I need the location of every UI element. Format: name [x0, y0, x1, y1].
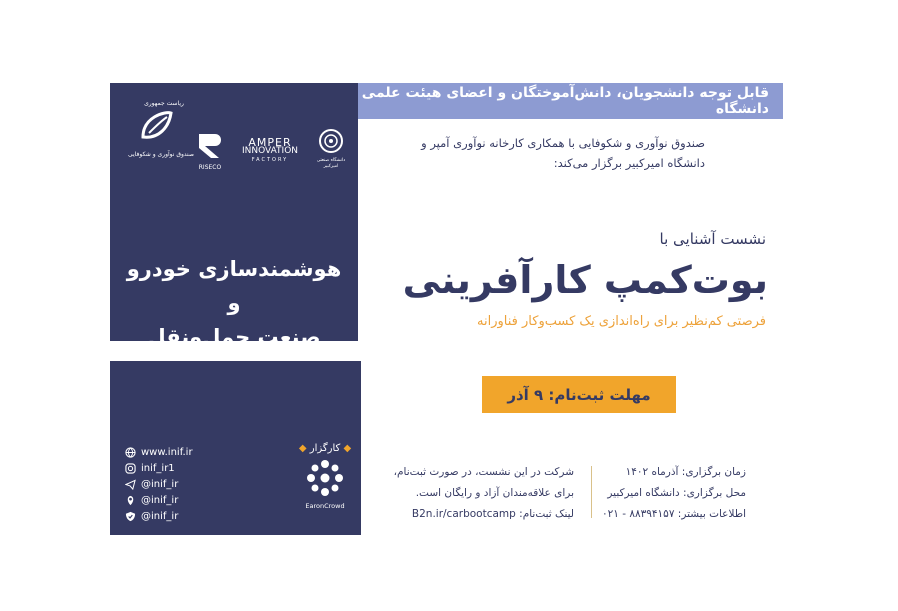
registration-link-row: [384, 504, 574, 525]
panel-heading-line1: هوشمندسازی خودرو و: [126, 257, 342, 315]
globe-icon: [125, 447, 136, 458]
shield-icon: [125, 511, 136, 522]
logo-row: [128, 100, 350, 180]
diamond-icon: ◆: [343, 443, 352, 454]
event-time: زمان برگزاری: آذرماه ۱۴۰۲: [625, 466, 746, 478]
leaf-icon: [135, 107, 179, 147]
panel-heading-line2: صنعت حمل‌ونقل: [147, 325, 321, 349]
amper-factory: FACTORY: [251, 157, 289, 163]
contact-location[interactable]: [125, 495, 178, 506]
panel-heading: [118, 252, 350, 354]
contact-instagram[interactable]: [125, 463, 175, 474]
registration-label: لینک ثبت‌نام:: [519, 508, 574, 520]
inif-logo-top: ریاست جمهوری: [144, 100, 184, 107]
agent-name: EaronCrowd: [305, 502, 345, 510]
registration-link[interactable]: B2n.ir/carbootcamp: [411, 508, 516, 520]
contact-shield[interactable]: [125, 511, 178, 522]
participation-line2: برای علاقه‌مندان آزاد و رایگان است.: [415, 487, 574, 499]
agent-label-row: [296, 443, 354, 454]
inif-logo: [128, 100, 194, 158]
aut-logo: [312, 128, 350, 170]
inif-logo-caption: صندوق نوآوری و شکوفایی: [128, 151, 194, 158]
deadline-badge: مهلت ثبت‌نام: ۹ آذر: [482, 376, 676, 413]
location-icon: [125, 495, 136, 506]
riseco-logo: [192, 130, 228, 171]
agent-label: کارگزار: [309, 443, 341, 454]
telegram-icon: [125, 479, 136, 490]
riseco-text: RISECO: [198, 164, 222, 171]
event-subheading: نشست آشنایی با: [659, 230, 766, 248]
instagram-icon: [125, 463, 136, 474]
contact-telegram-text: @inif_ir: [141, 479, 179, 490]
event-info: [586, 462, 746, 525]
contact-website-text: www.inif.ir: [141, 447, 193, 458]
intro-line1: صندوق نوآوری و شکوفایی با همکاری کارخانه نوآوری آمپر و: [421, 136, 705, 150]
intro-line2: دانشگاه امیرکبیر برگزار می‌کند:: [553, 156, 705, 170]
aut-seal-icon: [318, 128, 344, 154]
intro-text: [385, 133, 705, 173]
aut-caption: دانشگاه صنعتی امیرکبیر: [316, 158, 346, 169]
agent-block: [296, 443, 354, 510]
earoncrowd-logo-icon: [305, 458, 345, 498]
event-tagline: فرصتی کم‌نظیر برای راه‌اندازی یک کسب‌وکار فناورانه: [477, 314, 766, 329]
event-title: بوت‌کمپ کارآفرینی: [402, 258, 768, 302]
amper-innovation: INNOVATION: [241, 146, 299, 156]
participation-text: [384, 462, 574, 525]
audience-banner: قابل توجه دانشجویان، دانش‌آموختگان و اعضای هیئت علمی دانشگاه: [358, 83, 783, 119]
event-place: محل برگزاری: دانشگاه امیرکبیر: [607, 487, 746, 499]
participation-line1: شرکت در این نشست، در صورت ثبت‌نام،: [393, 466, 574, 478]
diamond-icon: ◆: [298, 443, 307, 454]
contact-location-text: @inif_ir: [141, 495, 179, 506]
contact-instagram-text: inif_ir1: [141, 463, 175, 474]
amper-text: AMPER: [248, 136, 292, 149]
amper-logo: [236, 138, 304, 165]
contact-website[interactable]: [125, 447, 193, 458]
riseco-r-icon: [195, 130, 225, 160]
contact-telegram[interactable]: [125, 479, 178, 490]
event-more-info: اطلاعات بیشتر: ۸۸۳۹۴۱۵۷ - ۰۲۱: [601, 508, 746, 520]
contact-shield-text: @inif_ir: [141, 511, 179, 522]
